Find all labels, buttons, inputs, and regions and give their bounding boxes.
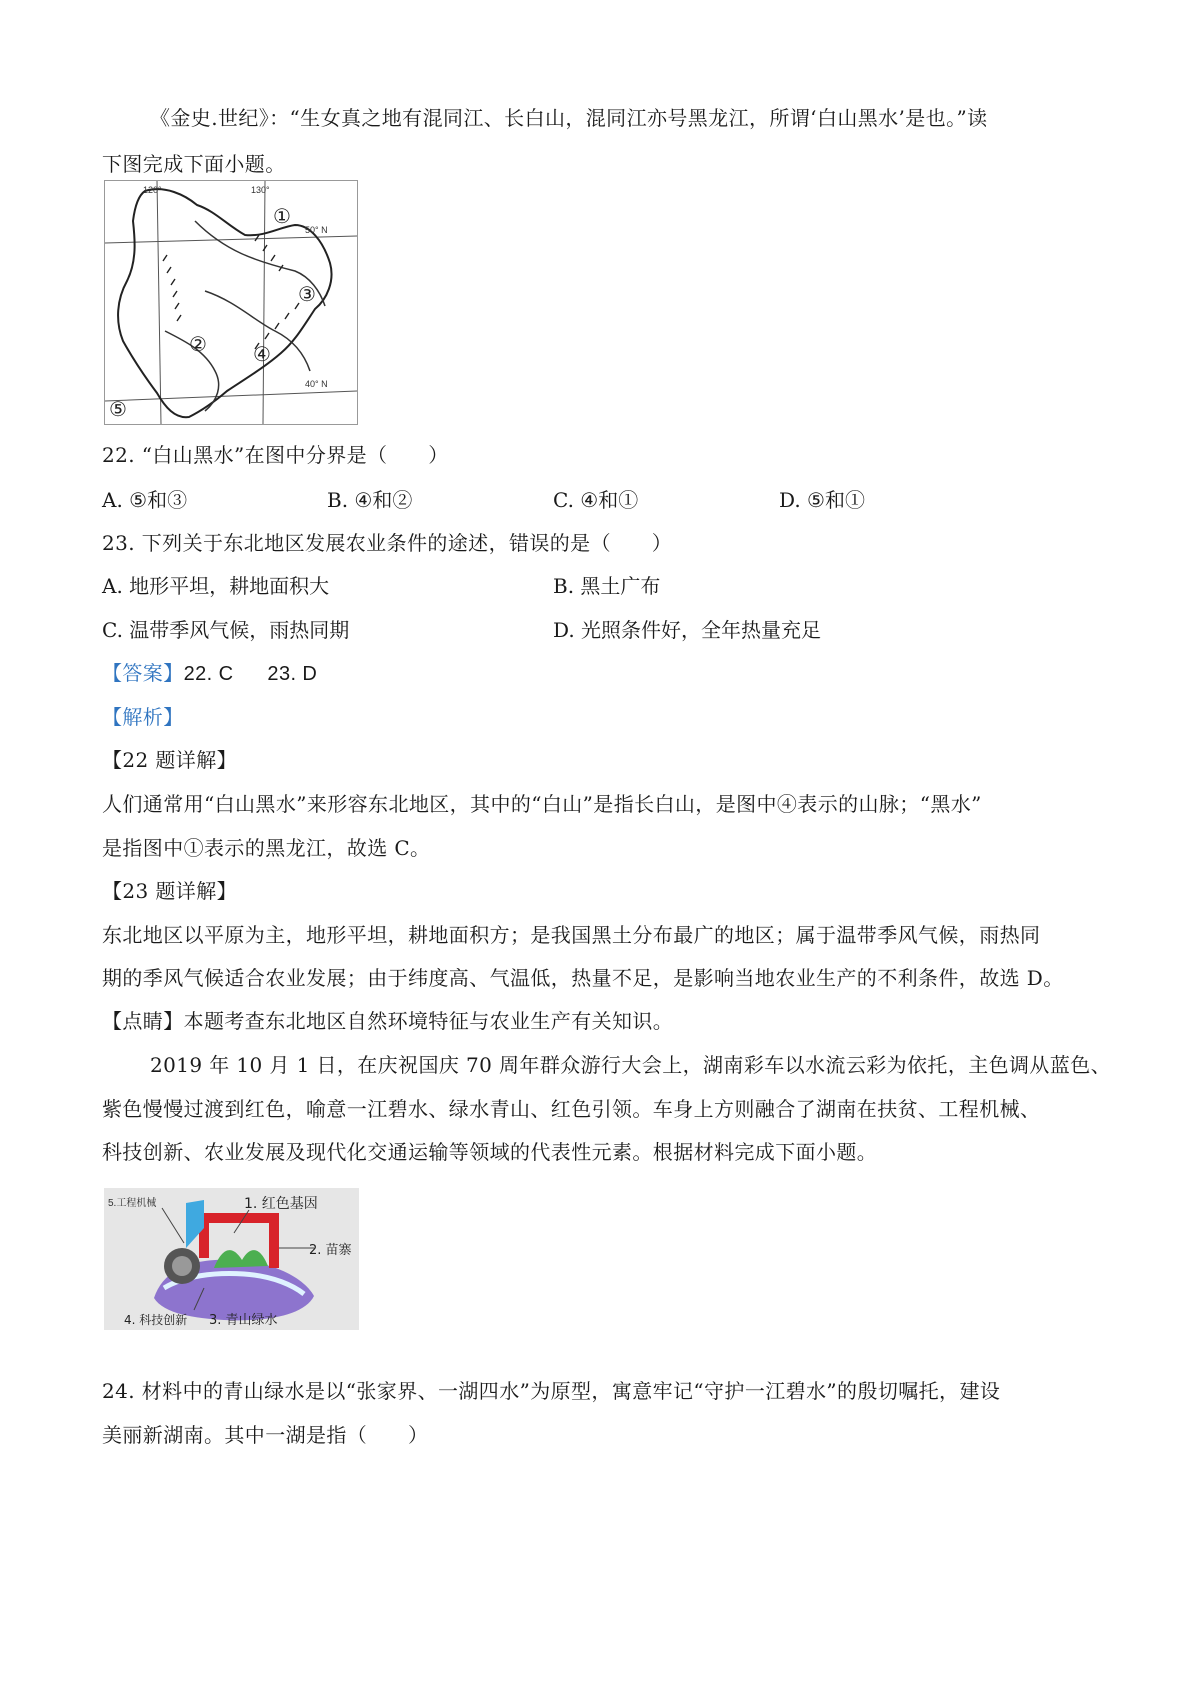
lon-label-130: 130° bbox=[251, 185, 270, 195]
label-miaozhai: 2. 苗寨 bbox=[309, 1243, 352, 1258]
q23-option-a: A. 地形平坦，耕地面积大 bbox=[102, 574, 330, 598]
q23-stem: 23. 下列关于东北地区发展农业条件的途述，错误的是（ ） bbox=[102, 531, 673, 555]
label-red-gene: 1. 红色基因 bbox=[244, 1196, 318, 1212]
intro-line-2: 下图完成下面小题。 bbox=[102, 152, 286, 176]
detail-22-title: 【22 题详解】 bbox=[102, 748, 238, 772]
analysis-label: 【解析】 bbox=[102, 705, 184, 729]
marker-5: ⑤ bbox=[109, 397, 127, 421]
lat-label-50: 50° N bbox=[305, 225, 328, 235]
longitude-line-130 bbox=[263, 181, 265, 424]
answer-23: 23. D bbox=[267, 663, 318, 685]
q22-option-a: A. ⑤和③ bbox=[102, 488, 188, 512]
detail-23-line-1: 东北地区以平原为主，地形平坦，耕地面积方；是我国黑土分布最广的地区；属于温带季风气候，雨热同 bbox=[102, 923, 1041, 947]
intro-line-1: 《金史.世纪》：“生女真之地有混同江、长白山，混同江亦号黑龙江，所谓‘白山黑水’是也。”读 bbox=[150, 106, 988, 130]
map-graphic bbox=[105, 181, 357, 424]
q22-option-d: D. ⑤和① bbox=[779, 488, 865, 512]
answer-label: 【答案】 bbox=[102, 661, 184, 685]
lon-label-120: 120° bbox=[143, 185, 162, 195]
marker-2: ② bbox=[189, 332, 207, 356]
label-tech: 4. 科技创新 bbox=[124, 1313, 188, 1327]
answer-line bbox=[102, 658, 317, 689]
material-line-2: 紫色慢慢过渡到红色，喻意一江碧水、绿水青山、红色引领。车身上方则融合了湖南在扶贫、工程机械、 bbox=[102, 1097, 1041, 1121]
float-graphic bbox=[104, 1188, 359, 1330]
q22-option-c: C. ④和① bbox=[553, 488, 639, 512]
detail-22-line-2: 是指图中①表示的黑龙江，故选 C。 bbox=[102, 836, 431, 860]
marker-1: ① bbox=[273, 204, 291, 228]
hunan-float-figure bbox=[104, 1188, 359, 1330]
detail-23-line-2: 期的季风气候适合农业发展；由于纬度高、气温低，热量不足，是影响当地农业生产的不利条件，故选 D。 bbox=[102, 966, 1064, 990]
northeast-china-map bbox=[104, 180, 358, 425]
label-green-water: 3. 青山绿水 bbox=[209, 1313, 278, 1328]
q22-option-b: B. ④和② bbox=[327, 488, 413, 512]
material-line-1: 2019 年 10 月 1 日，在庆祝国庆 70 周年群众游行大会上，湖南彩车以水流云彩为依托，主色调从蓝色、 bbox=[150, 1053, 1112, 1077]
detail-23-title: 【23 题详解】 bbox=[102, 879, 238, 903]
dianjing-line: 【点睛】本题考查东北地区自然环境特征与农业生产有关知识。 bbox=[102, 1009, 674, 1033]
q24-line-2: 美丽新湖南。其中一湖是指（ ） bbox=[102, 1423, 429, 1447]
longitude-line-120 bbox=[157, 181, 161, 424]
q23-option-d: D. 光照条件好，全年热量充足 bbox=[553, 618, 822, 642]
marker-3: ③ bbox=[298, 282, 316, 306]
answer-22: 22. C bbox=[183, 663, 234, 685]
marker-4: ④ bbox=[253, 342, 271, 366]
latitude-line-40 bbox=[105, 391, 357, 401]
q23-option-c: C. 温带季风气候，雨热同期 bbox=[102, 618, 350, 642]
detail-22-line-1: 人们通常用“白山黑水”来形容东北地区，其中的“白山”是指长白山，是图中④表示的山脉；“黑水” bbox=[102, 792, 982, 816]
mountain-xiao-xinganling bbox=[255, 235, 283, 271]
lat-label-40: 40° N bbox=[305, 379, 328, 389]
material-line-3: 科技创新、农业发展及现代化交通运输等领域的代表性元素。根据材料完成下面小题。 bbox=[102, 1140, 878, 1164]
label-machinery: 5.工程机械 bbox=[108, 1198, 157, 1209]
q23-option-b: B. 黑土广布 bbox=[553, 574, 661, 598]
q24-line-1: 24. 材料中的青山绿水是以“张家界、一湖四水”为原型，寓意牢记“守护一江碧水”的殷切嘱托，建设 bbox=[102, 1379, 1001, 1403]
mountain-da-xinganling bbox=[163, 255, 181, 321]
q22-stem: 22. “白山黑水”在图中分界是（ ） bbox=[102, 443, 449, 467]
